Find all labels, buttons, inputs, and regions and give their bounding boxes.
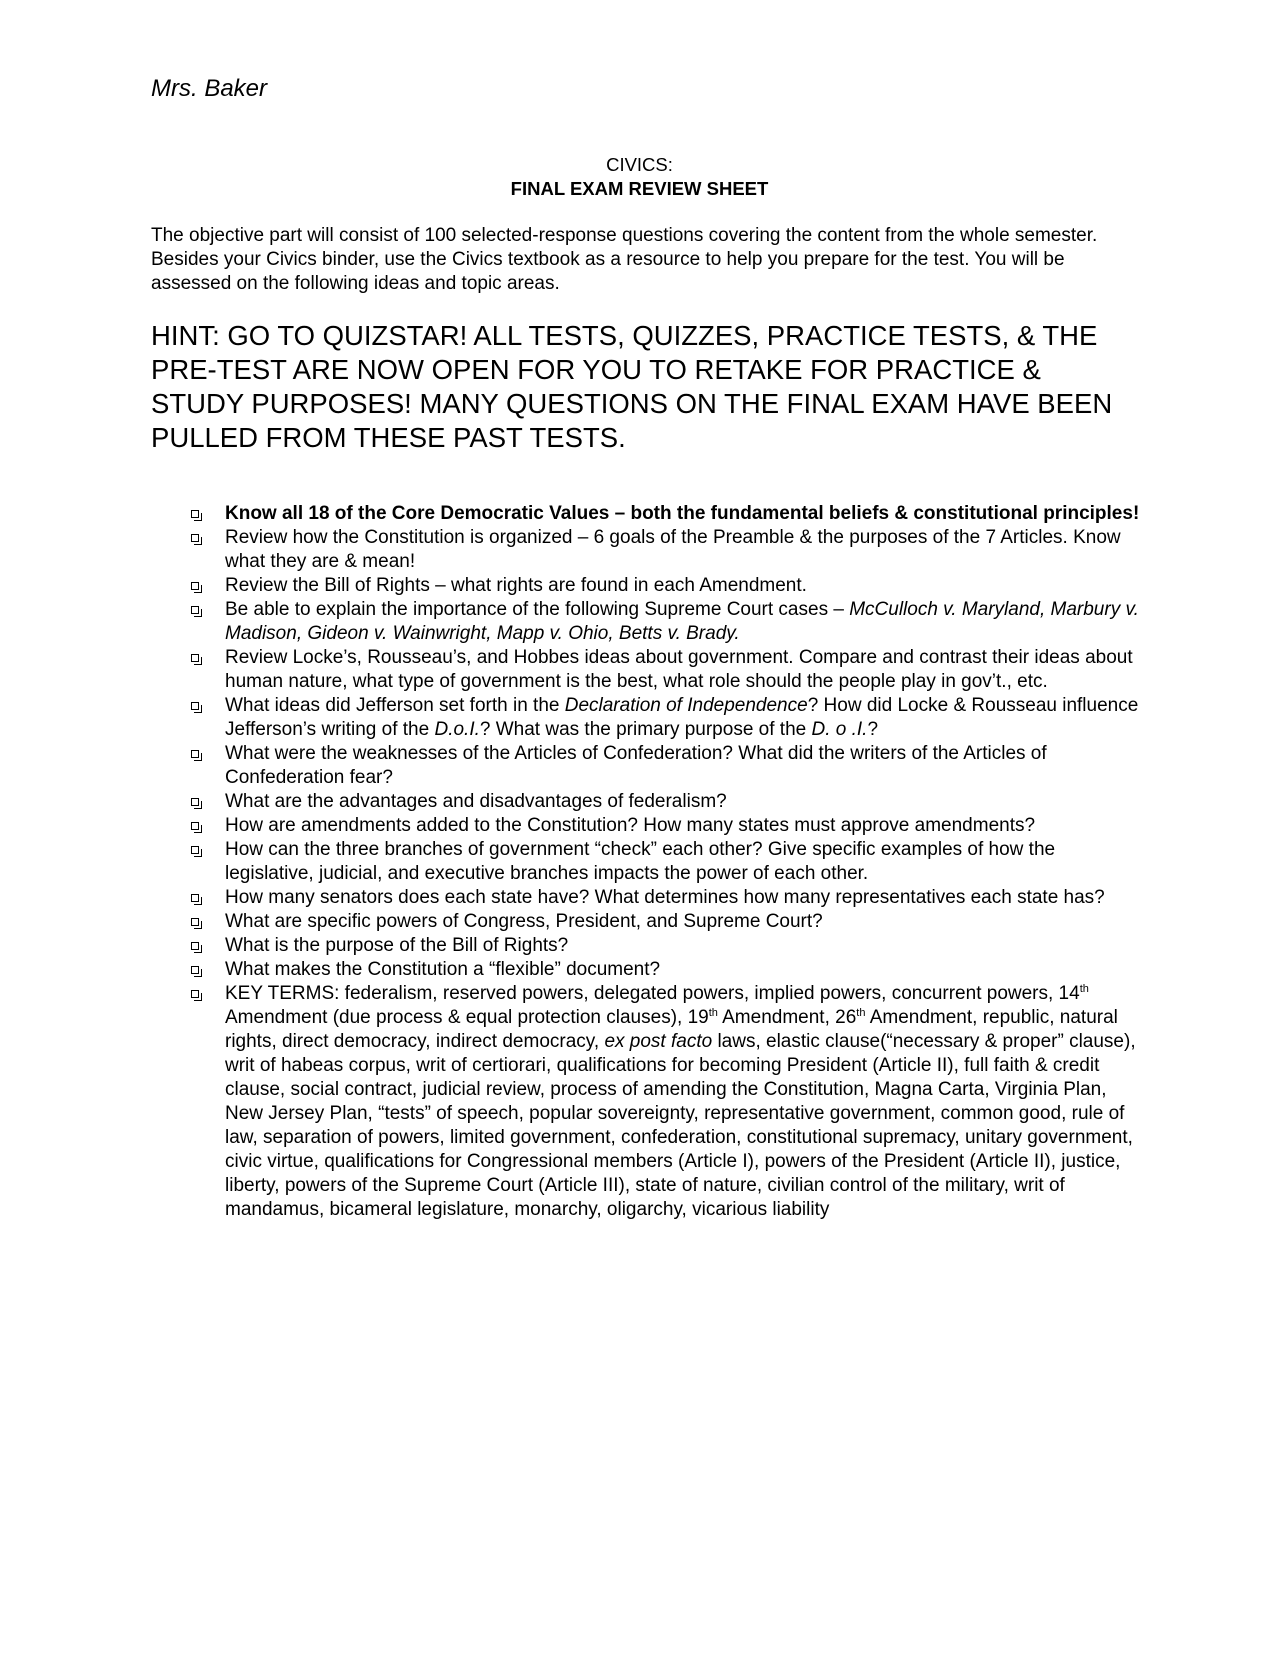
list-item (188, 526, 1148, 574)
list-item-text: What makes the Constitution a “flexible” document? (225, 959, 661, 980)
list-item (188, 934, 1148, 958)
checkbox-bullet-icon (191, 990, 199, 998)
list-item (188, 910, 1148, 934)
checkbox-bullet-icon (191, 750, 199, 758)
checkbox-bullet-icon (191, 846, 199, 854)
list-item-text: Review how the Constitution is organized – 6 goals of the Preamble & the purposes of the 7 Articles. Know what they are & mean! (225, 527, 1121, 572)
list-item-text: Know all 18 of the Core Democratic Values – both the fundamental beliefs & constitutional principles! (225, 503, 1140, 524)
superscript: th (1079, 983, 1089, 995)
list-item-text: ? How did Locke & Rousseau influence Jefferson’s writing of the (225, 695, 1139, 740)
list-item (188, 790, 1148, 814)
checkbox-bullet-icon (191, 918, 199, 926)
list-item-text: How can the three branches of government “check” each other? Give specific examples of how the legislative, judicial, and executive branches impacts the power of each other. (225, 839, 1056, 884)
checkbox-bullet-icon (191, 894, 199, 902)
list-item-text: Review the Bill of Rights – what rights are found in each Amendment. (225, 575, 807, 596)
intro-paragraph: The objective part will consist of 100 selected-response questions covering the content from the whole semester. Besides your Civics binder, use the Civics textbook as a resource to help you prepare for the test. You will be assessed on the following ideas and topic areas. (151, 225, 1098, 294)
checkbox-bullet-icon (191, 822, 199, 830)
superscript: th (856, 1007, 866, 1019)
list-item-text: What ideas did Jefferson set forth in the (225, 695, 565, 716)
key-terms-text: Amendment, republic, natural rights, direct democracy, indirect democracy, (225, 1007, 1118, 1052)
key-terms-text: laws, elastic clause(“necessary & proper” clause), writ of habeas corpus, writ of certiorari, qualifications for becoming President (Article II), full faith & credit clause, social contract, judicial review, process of amending the Constitution, Magna Carta, Virginia Plan, New Jersey Plan, “tests” of speech, popular sovereignty, representative government, common good, rule of law, separation of powers, limited government, confederation, constitutional supremacy, unitary government, civic virtue, qualifications for Congressional members (Article I), powers of the President (Article II), justice, liberty, powers of the Supreme Court (Article III), state of nature, civilian control of the military, writ of mandamus, bicameral legislature, monarchy, oligarchy, vicarious liability (225, 1031, 1136, 1220)
list-item-text: ? (867, 719, 879, 740)
superscript: th (708, 1007, 718, 1019)
list-item-text: ? What was the primary purpose of the (479, 719, 812, 740)
list-item-text: How many senators does each state have? What determines how many representatives each state has? (225, 887, 1105, 908)
list-item (188, 502, 1148, 526)
key-terms-text: Amendment (due process & equal protection clauses), 19 (225, 1007, 709, 1028)
title-subject: CIVICS: (606, 154, 673, 175)
review-list (188, 502, 1148, 1222)
list-item (188, 814, 1148, 838)
checkbox-bullet-icon (191, 942, 199, 950)
list-item (188, 982, 1148, 1222)
author-name: Mrs. Baker (151, 75, 268, 102)
doi-abbreviation: D.o.I. (434, 719, 480, 740)
list-item-text: Be able to explain the importance of the following Supreme Court cases – (225, 599, 850, 620)
checkbox-bullet-icon (191, 702, 199, 710)
list-item (188, 598, 1148, 646)
list-item-text: What were the weaknesses of the Articles of Confederation? What did the writers of the Articles of Confederation fear? (225, 743, 1047, 788)
list-item (188, 646, 1148, 694)
list-item (188, 886, 1148, 910)
list-item-text: What are the advantages and disadvantages of federalism? (225, 791, 727, 812)
latin-term: ex post facto (604, 1031, 713, 1052)
declaration-title: Declaration of Independence (564, 695, 808, 716)
list-item-text: How are amendments added to the Constitution? How many states must approve amendments? (225, 815, 1036, 836)
checkbox-bullet-icon (191, 966, 199, 974)
document-title (151, 153, 1128, 201)
list-item (188, 694, 1148, 742)
list-item-text: Review Locke’s, Rousseau’s, and Hobbes ideas about government. Compare and contrast their ideas about human nature, what type of government is the best, what role should the people play in gov’t., etc. (225, 647, 1133, 692)
list-item (188, 838, 1148, 886)
list-item (188, 574, 1148, 598)
title-heading: FINAL EXAM REVIEW SHEET (510, 178, 769, 199)
court-case-names: McCulloch v. Maryland, Marbury v. Madison, Gideon v. Wainwright, Mapp v. Ohio, Betts v. Brady. (225, 599, 1139, 644)
key-terms-text: Amendment, 26 (717, 1007, 857, 1028)
checkbox-bullet-icon (191, 510, 199, 518)
checkbox-bullet-icon (191, 606, 199, 614)
checkbox-bullet-icon (191, 582, 199, 590)
list-item (188, 742, 1148, 790)
hint-paragraph: HINT: GO TO QUIZSTAR! ALL TESTS, QUIZZES, PRACTICE TESTS, & THE PRE-TEST ARE NOW OPEN FOR YOU TO RETAKE FOR PRACTICE & STUDY PURPOSES! MANY QUESTIONS ON THE FINAL EXAM HAVE BEEN PULLED FROM THESE PAST TESTS. (151, 320, 1113, 453)
checkbox-bullet-icon (191, 534, 199, 542)
list-item (188, 958, 1148, 982)
checkbox-bullet-icon (191, 654, 199, 662)
key-terms-text: KEY TERMS: federalism, reserved powers, delegated powers, implied powers, concurrent powers, 14 (225, 983, 1080, 1004)
list-item-text: What are specific powers of Congress, President, and Supreme Court? (225, 911, 823, 932)
checkbox-bullet-icon (191, 798, 199, 806)
list-item-text: What is the purpose of the Bill of Rights? (225, 935, 569, 956)
doi-abbreviation: D. o .I. (811, 719, 868, 740)
